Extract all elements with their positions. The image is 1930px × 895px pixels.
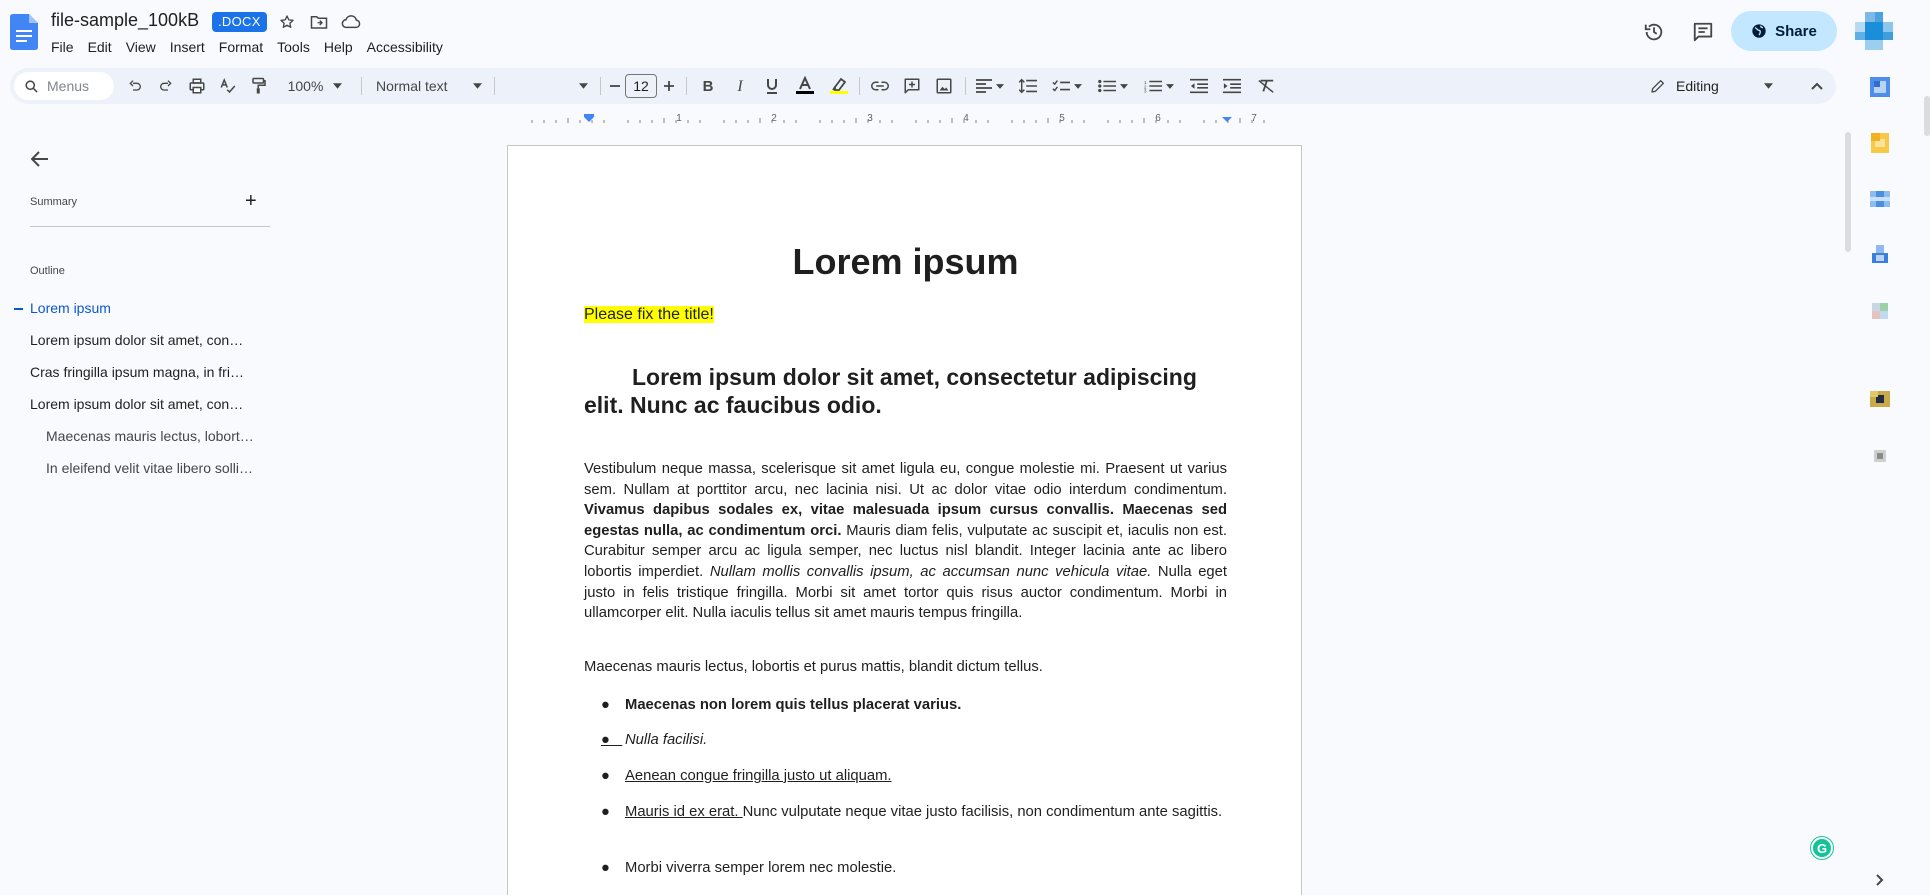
paragraph-text: Mauris diam felis, vulputate ac suscipit et, iaculis non est. Curabitur semper arcu ac ligula semper, nec luctus nisl blandit. Integer lacinia ante ac libero lobortis imperdiet. [584, 522, 1227, 580]
menu-tools[interactable]: Tools [277, 39, 310, 55]
star-icon[interactable] [277, 12, 297, 32]
ruler-ticks [508, 113, 1304, 131]
menus-search[interactable] [14, 72, 114, 100]
numbered-list-icon [1144, 79, 1162, 93]
checklist-select[interactable] [1048, 68, 1086, 104]
zoom-select[interactable] [280, 68, 350, 104]
grammarly-icon[interactable]: G [1811, 837, 1833, 859]
cloud-saved-icon[interactable] [341, 12, 361, 32]
calendar-icon[interactable] [1868, 75, 1892, 99]
version-history-icon[interactable] [1640, 18, 1668, 46]
menus-search-placeholder: Menus [47, 78, 90, 94]
highlight-color-icon[interactable] [825, 68, 853, 104]
increase-font-size-button[interactable] [660, 68, 678, 104]
toolbar-divider [361, 77, 362, 95]
globe-icon [1751, 23, 1767, 39]
user-avatar[interactable] [1855, 12, 1893, 50]
zoom-value: 100% [287, 78, 324, 94]
decrease-font-size-button[interactable] [606, 68, 624, 104]
paragraph-italic-text: Nullam mollis convallis ipsum, ac accumsan nunc vehicula vitae. [709, 563, 1152, 580]
bullet-marker: ● [601, 804, 610, 820]
paragraph-style-select[interactable] [372, 68, 486, 104]
insert-link-icon[interactable] [867, 68, 893, 104]
summary-divider [30, 226, 270, 227]
paragraph-text: Vestibulum neque massa, scelerisque sit amet ligula eu, congue molestie mi. Praesent ut varius sem. Nullam at porttitor arcu, nec lacinia nisi. Ut ac dolor vitae odio interdum condimentum. [584, 461, 1227, 498]
svg-text:1: 1 [1144, 80, 1147, 86]
add-summary-button[interactable]: + [245, 190, 257, 212]
file-format-badge: .DOCX [212, 12, 267, 32]
bullet-marker: ● [601, 732, 623, 748]
print-icon[interactable] [184, 68, 210, 104]
document-outline-panel [0, 130, 280, 895]
svg-text:2: 2 [1144, 84, 1147, 90]
heading-2[interactable]: Lorem ipsum dolor sit amet, consectetur adipiscing elit. Nunc ac faucibus odio. [584, 364, 1197, 418]
menu-help[interactable]: Help [323, 39, 353, 55]
bulleted-list-icon [1098, 79, 1116, 93]
underline-icon[interactable] [759, 68, 785, 104]
ruler-number: 2 [771, 113, 777, 124]
collapse-toolbar-icon[interactable] [1804, 68, 1830, 104]
ruler-number: 7 [1251, 113, 1257, 124]
list-item-text: Morbi viverra semper lorem nec molestie. [625, 860, 897, 876]
toolbar-divider [965, 77, 966, 95]
list-item-text: Aenean congue fringilla justo ut aliquam. [625, 768, 892, 784]
line-spacing-icon[interactable] [1015, 68, 1041, 104]
bullet-marker: ● [601, 768, 610, 784]
pencil-icon [1650, 78, 1666, 94]
chevron-down-icon [1764, 83, 1773, 89]
outline-subitem[interactable]: Maecenas mauris lectus, lobort… [46, 428, 254, 444]
menu-accessibility[interactable]: Accessibility [366, 39, 443, 55]
chevron-down-icon [996, 84, 1004, 89]
active-outline-marker [14, 308, 23, 310]
chevron-down-icon [579, 83, 588, 89]
plus-icon [663, 80, 675, 92]
outline-item[interactable]: Lorem ipsum [30, 300, 111, 316]
addon-icon[interactable] [1868, 387, 1892, 411]
outline-subitem[interactable]: In eleifend velit vitae libero solli… [46, 460, 253, 476]
menu-bar [44, 37, 450, 57]
tasks-icon[interactable] [1868, 187, 1892, 211]
editing-mode-label: Editing [1676, 78, 1719, 94]
svg-text:B: B [702, 78, 714, 94]
font-family-select[interactable] [502, 68, 592, 104]
bullet-marker: ● [601, 697, 610, 713]
toolbar-divider [494, 77, 495, 95]
contacts-icon[interactable] [1868, 243, 1892, 267]
expand-side-panel-icon[interactable] [1872, 872, 1888, 888]
document-title[interactable]: file-sample_100kB [51, 10, 200, 30]
list-item-text: Maecenas non lorem quis tellus placerat varius. [625, 697, 962, 713]
bullet-marker: ● [601, 860, 610, 876]
ruler-number: 6 [1155, 113, 1161, 124]
outline-item[interactable]: Lorem ipsum dolor sit amet, con… [30, 332, 244, 348]
decrease-indent-icon[interactable] [1186, 68, 1212, 104]
highlighted-note[interactable] [584, 306, 1227, 324]
ruler-number: 5 [1059, 113, 1065, 124]
first-line-indent-marker [584, 114, 594, 117]
paragraph-bold-text: Vivamus dapibus sodales ex, vitae malesuada ipsum cursus convallis. Maecenas sed egestas nulla, ac condimentum orci. [584, 502, 1227, 539]
share-button[interactable] [1731, 11, 1837, 51]
paragraph-text: Nulla eget justo in felis tristique fringilla. Morbi sit amet tortor quis risus auctor condimentum. Morbi in ullamcorper elit. Nulla iaculis tellus sit amet mauris tempus fringilla. [584, 563, 1227, 622]
increase-indent-icon[interactable] [1219, 68, 1245, 104]
redo-icon[interactable] [153, 68, 179, 104]
formatting-toolbar [10, 68, 1836, 104]
docs-logo-icon[interactable] [10, 14, 38, 50]
move-to-folder-icon[interactable] [309, 12, 329, 32]
keep-icon[interactable] [1868, 131, 1892, 155]
chevron-down-icon [333, 83, 342, 89]
align-select[interactable] [972, 68, 1008, 104]
menu-insert[interactable]: Insert [169, 39, 205, 55]
search-icon [24, 79, 39, 94]
addon-icon[interactable] [1868, 444, 1892, 468]
list-item-text [625, 802, 1227, 823]
svg-text:I: I [737, 78, 743, 94]
numbered-list-select[interactable] [1140, 68, 1178, 104]
body-paragraph[interactable] [584, 459, 1227, 624]
maps-icon[interactable] [1868, 299, 1892, 323]
vertical-scrollbar[interactable] [1845, 132, 1851, 252]
ruler-number: 1 [676, 113, 682, 124]
chevron-down-icon [1074, 84, 1082, 89]
summary-heading: Summary [30, 196, 78, 208]
share-label: Share [1775, 22, 1817, 40]
menu-edit[interactable]: Edit [87, 39, 112, 55]
chevron-down-icon [473, 83, 482, 89]
clear-formatting-icon[interactable] [1253, 68, 1279, 104]
font-size-input[interactable]: 12 [625, 74, 657, 98]
toolbar-divider [859, 77, 860, 95]
text-color-icon[interactable] [791, 68, 819, 104]
spellcheck-icon[interactable] [215, 68, 241, 104]
toolbar-divider [600, 77, 601, 95]
add-comment-icon[interactable] [899, 68, 925, 104]
checklist-icon [1052, 79, 1070, 93]
outline-item[interactable]: Cras fringilla ipsum magna, in fri… [30, 364, 244, 380]
back-arrow-icon[interactable] [28, 147, 52, 171]
paragraph-style-value: Normal text [376, 78, 448, 94]
minus-icon [609, 80, 621, 92]
editing-mode-select[interactable] [1642, 68, 1782, 104]
chevron-down-icon [1166, 84, 1174, 89]
body-paragraph-2[interactable]: Maecenas mauris lectus, lobortis et purus mattis, blandit dictum tellus. [584, 659, 1043, 675]
bulleted-list-select[interactable] [1094, 68, 1132, 104]
note-text: Please fix the title! [584, 306, 714, 323]
list-item-rest-text: Nunc vulputate neque vitae justo facilisis, non condimentum ante sagittis. [742, 804, 1223, 820]
side-panel-scrollbar[interactable] [1924, 96, 1930, 136]
horizontal-ruler[interactable] [508, 113, 1304, 131]
outline-heading: Outline [30, 265, 65, 277]
paint-format-icon[interactable] [246, 68, 272, 104]
list-item-underlined-text: Mauris id ex erat. [625, 804, 743, 820]
ruler-number: 3 [867, 113, 873, 124]
right-indent-marker [1222, 117, 1232, 122]
toolbar-divider [686, 77, 687, 95]
insert-image-icon[interactable] [931, 68, 957, 104]
outline-item[interactable]: Lorem ipsum dolor sit amet, con… [30, 396, 244, 412]
chevron-down-icon [1120, 84, 1128, 89]
svg-text:3: 3 [1144, 88, 1147, 93]
title-bar [0, 0, 1930, 64]
ruler-number: 4 [963, 113, 969, 124]
menu-view[interactable]: View [125, 39, 156, 55]
menu-format[interactable]: Format [218, 39, 264, 55]
document-heading-title[interactable]: Lorem ipsum [792, 241, 1019, 282]
bold-icon[interactable] [695, 68, 721, 104]
comments-icon[interactable] [1689, 18, 1717, 46]
document-page[interactable] [507, 145, 1302, 895]
italic-icon[interactable] [727, 68, 753, 104]
align-left-icon [976, 79, 992, 93]
undo-icon[interactable] [122, 68, 148, 104]
menu-file[interactable]: File [51, 39, 74, 55]
list-item-text: Nulla facilisi. [625, 732, 708, 748]
